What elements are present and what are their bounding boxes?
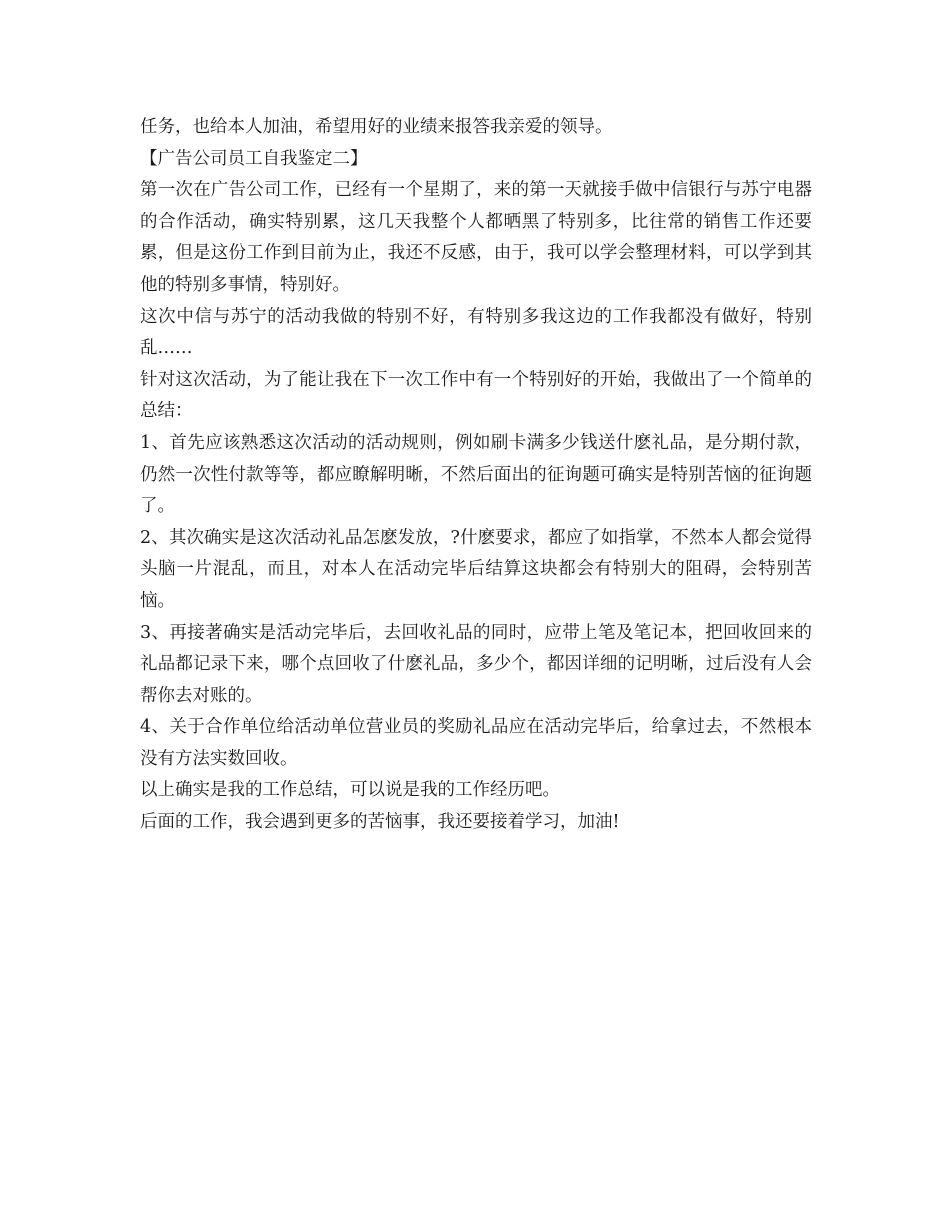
paragraph-reflection: 这次中信与苏宁的活动我做的特别不好，有特别多我这边的工作我都没有做好，特别乱……	[140, 306, 812, 359]
list-item-4: 4、关于合作单位给活动单位营业员的奖励礼品应在活动完毕后，给拿过去，不然根本没有方法实数回收。	[140, 717, 812, 769]
paragraph-closing: 后面的工作，我会遇到更多的苦恼事，我还要接着学习，加油!	[140, 812, 620, 833]
paragraph-summary-lead: 针对这次活动，为了能让我在下一次工作中有一个特别好的开始，我做出了一个简单的总结：	[140, 369, 812, 422]
paragraph-intro: 第一次在广告公司工作，已经有一个星期了，来的第一天就接手做中信银行与苏宁电器的合作活动，确实特别累，这几天我整个人都晒黑了特别多，比往常的销售工作还要累，但是这份工作到目前为止，我还不反感，由于，我可以学会整理材料，可以学到其他的特别多事情，特别好。	[140, 180, 812, 295]
paragraph-conclusion: 以上确实是我的工作总结，可以说是我的工作经历吧。	[140, 780, 560, 801]
list-item-3: 3、再接著确实是活动完毕后，去回收礼品的同时，应带上笔及笔记本，把回收回来的礼品都记录下来，哪个点回收了什麽礼品，多少个，都因详细的记明晰，过后没有人会帮你去对账的。	[140, 622, 812, 706]
list-item-1: 1、首先应该熟悉这次活动的活动规则，例如刷卡满多少钱送什麽礼品，是分期付款，仍然一次性付款等等，都应瞭解明晰，不然后面出的征询题可确实是特别苦恼的征询题了。	[140, 432, 812, 517]
document-body	[140, 112, 812, 839]
paragraph-continuation: 任务，也给本人加油，希望用好的业绩来报答我亲爱的领导。	[140, 117, 613, 137]
list-item-2: 2、其次确实是这次活动礼品怎麽发放，?什麽要求，都应了如指掌，不然本人都会觉得头脑一片混乱，而且，对本人在活动完毕后结算这块都会有特别大的阻碍，会特别苦恼。	[140, 527, 812, 611]
section-heading: 【广告公司员工自我鉴定二】	[140, 148, 368, 169]
